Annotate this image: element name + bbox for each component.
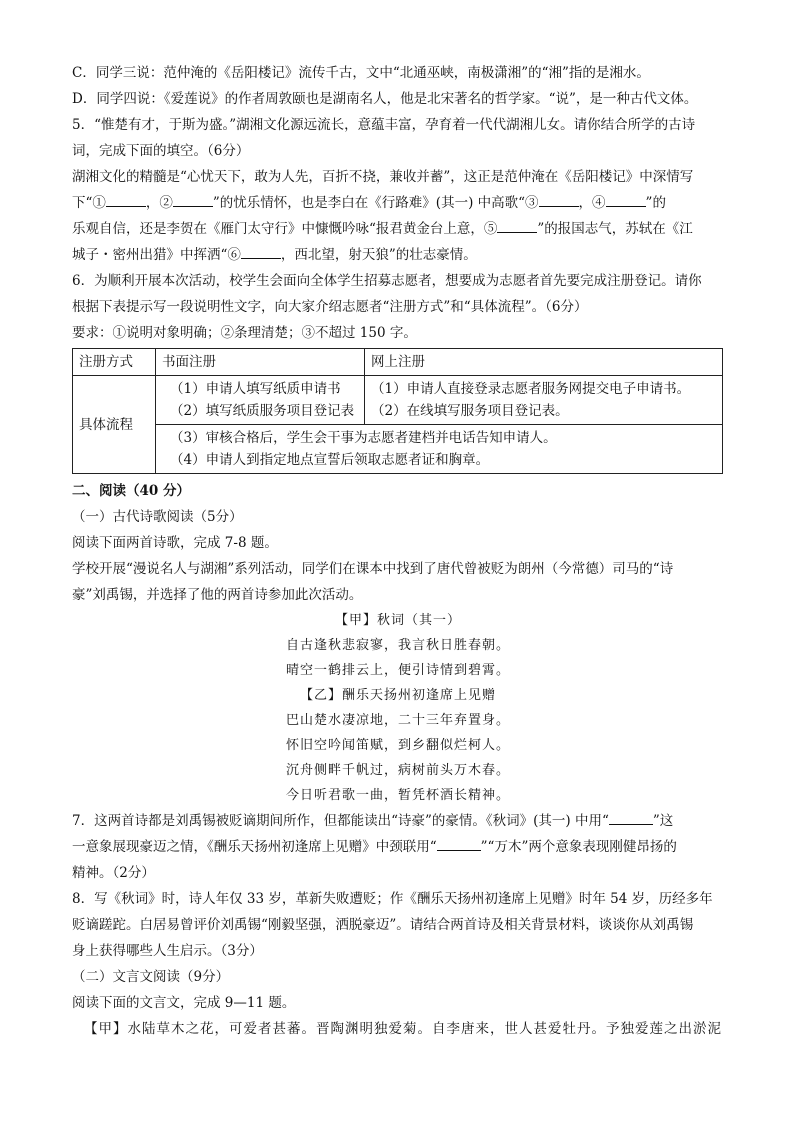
text: 乐观自信，还是李贺在《雁门太守行》中慷慨吟咏“报君黄金台上意，⑤ [72,221,498,237]
question-5-line-1: 5．“惟楚有才，于斯为盛。”湖湘文化源远流长，意蕴丰富，孕育着一代代湖湘儿女。请你结合所学的古诗 [72,117,696,133]
poetry-intro-1: 学校开展“漫说名人与湖湘”系列活动，同学们在课本中找到了唐代曾被贬为朗州（今常德）司马的“诗 [72,561,674,577]
registration-table [72,348,723,474]
question-7-line-2 [72,834,724,860]
common-step-3: （3）审核合格后，学生会干事为志愿者建档并电话告知申请人。 [170,430,557,446]
classical-text-jia: 【甲】水陆草木之花，可爱者甚蕃。晋陶渊明独爱菊。自李唐来，世人甚爱牡丹。予独爱莲之出淤泥 [84,1021,722,1037]
text: 城子・密州出猎》中挥洒“⑥ [72,247,241,263]
classical-instruction: 阅读下面的文言文，完成 9—11 题。 [72,995,296,1011]
text: 下“① [72,195,106,211]
header-paper: 书面注册 [156,349,365,376]
question-8-line-1: 8．写《秋词》时，诗人年仅 33 岁，革新失败遭贬；作《酬乐天扬州初逢席上见赠》时年 54 岁，历经多年 [72,891,713,907]
section-2-title: 二、阅读（40 分） [72,483,190,499]
fill-blank-2[interactable] [173,192,213,207]
poetry-instruction: 阅读下面两首诗歌，完成 7-8 题。 [72,535,278,551]
fill-blank-5[interactable] [497,218,537,233]
online-steps [365,376,723,425]
common-steps [156,425,723,474]
poem-2-line-3: 沉舟侧畔千帆过，病树前头万木春。 [285,763,510,778]
poem-2-line-4: 今日听君歌一曲，暂凭杯酒长精神。 [285,788,510,803]
poetry-intro-2: 豪”刘禹锡，并选择了他的两首诗参加此次活动。 [72,587,363,603]
fill-blank-4[interactable] [606,192,646,207]
question-5-line-2: 词，完成下面的填空。（6分） [72,143,250,159]
header-method: 注册方式 [73,349,156,376]
poem-1-line-1: 自古逢秋悲寂寥，我言秋日胜春朝。 [285,638,510,653]
question-7-line-1 [72,808,724,834]
text: ”的 [645,195,666,211]
option-c: C．同学三说：范仲淹的《岳阳楼记》流传千古，文中“北通巫峡，南极潇湘”的“湘”指的是湘水。 [72,65,650,81]
fill-blank-3[interactable] [539,192,579,207]
fill-blank-1[interactable] [106,192,146,207]
fill-blank-6[interactable] [241,244,281,259]
poem-1-line-2: 晴空一鹤排云上，便引诗情到碧霄。 [285,663,510,678]
question-6-line-1: 6．为顺利开展本次活动，校学生会面向全体学生招募志愿者，想要成为志愿者首先要完成注册登记。请你 [72,273,702,289]
text: ，② [145,195,173,211]
subsection-poetry: （一）古代诗歌阅读（5分） [72,509,243,525]
fill-blank-q7-2[interactable] [437,836,481,851]
text: 一意象展现豪迈之情，《酬乐天扬州初逢席上见赠》中颈联用“ [72,839,437,855]
text: ”“万木”两个意象表现刚健昂扬的 [480,839,677,855]
poem-2-line-2: 怀旧空吟闻笛赋，到乡翻似烂柯人。 [285,738,510,753]
poem-2-line-1: 巴山楚水凄凉地，二十三年弃置身。 [285,713,510,728]
text: 7．这两首诗都是刘禹锡被贬谪期间所作，但都能读出“诗豪”的豪情。《秋词》(其一) 中用“ [72,813,609,829]
paper-steps [156,376,365,425]
text: ，西北望，射天狼”的壮志豪情。 [280,247,477,263]
question-8-line-2: 贬谪蹉跎。白居易曾评价刘禹锡“刚毅坚强，洒脱豪迈”。请结合两首诗及相关背景材料，谈谈你从刘禹锡 [72,917,694,933]
text: ”的忧乐情怀，也是李白在《行路难》(其一) 中高歌“③ [212,195,539,211]
question-6-requirements: 要求：①说明对象明确；②条理清楚；③不超过 150 字。 [72,325,417,341]
question-5-line-3: 湖湘文化的精髓是“心忧天下，敢为人先，百折不挠，兼收并蓄”，这正是范仲淹在《岳阳楼记》中深情写 [72,169,694,185]
header-online: 网上注册 [365,349,723,376]
question-6-line-2: 根据下表提示写一段说明性文字，向大家介绍志愿者“注册方式”和“具体流程”。（6分） [72,299,588,315]
online-step-2: （2）在线填写服务项目登记表。 [371,403,569,419]
question-5-line-5 [72,216,724,242]
option-d: D．同学四说：《爱莲说》的作者周敦颐也是湖南名人，他是北宋著名的哲学家。“说”，是一种古代文体。 [72,91,698,107]
text: ”这 [652,813,674,829]
question-8-line-3: 身上获得哪些人生启示。（3分） [72,943,263,959]
text: ”的报国志气，苏轼在《江 [537,221,693,237]
subsection-classical: （二）文言文阅读（9分） [72,969,230,985]
row-label-process: 具体流程 [73,376,156,474]
poem-1-title: 【甲】秋词（其一） [334,613,461,628]
question-7-line-3: 精神。（2分） [72,865,155,881]
paper-step-2: （2）填写纸质服务项目登记表 [170,403,355,419]
text: ，④ [578,195,606,211]
common-step-4: （4）申请人到指定地点宣誓后领取志愿者证和胸章。 [170,452,490,468]
exam-page [72,60,724,1042]
fill-blank-q7-1[interactable] [609,810,653,825]
poem-2-title: 【乙】酬乐天扬州初逢席上见赠 [299,688,496,703]
question-5-line-4 [72,190,724,216]
question-5-line-6 [72,242,724,268]
paper-step-1: （1）申请人填写纸质申请书 [170,381,341,397]
online-step-1: （1）申请人直接登录志愿者服务网提交电子申请书。 [371,381,691,397]
